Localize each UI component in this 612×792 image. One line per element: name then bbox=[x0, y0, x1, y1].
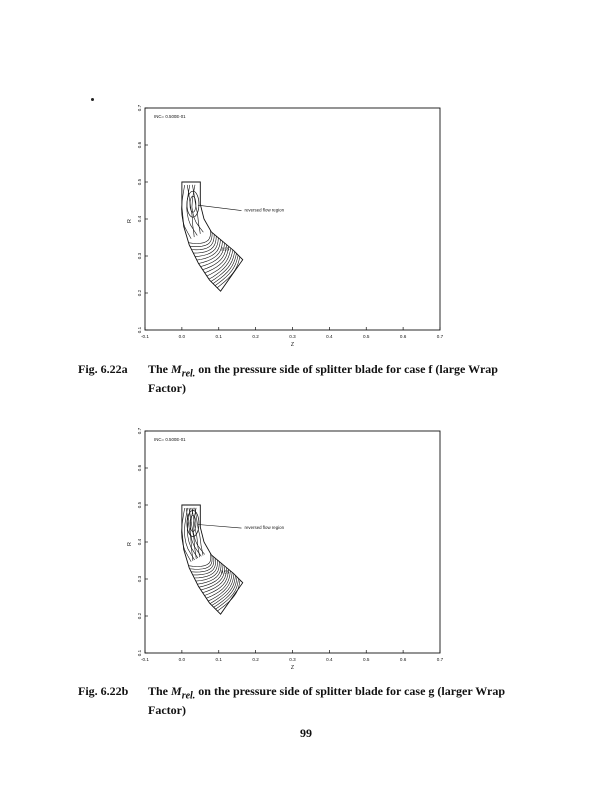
contour-lines bbox=[181, 508, 240, 611]
y-tick-label: 0.3 bbox=[137, 575, 142, 583]
y-axis-label: R bbox=[127, 219, 133, 223]
x-axis-label: Z bbox=[290, 342, 295, 348]
y-tick-label: 0.5 bbox=[137, 178, 142, 186]
x-tick-label: 0.0 bbox=[178, 657, 186, 662]
y-tick-label: 0.7 bbox=[137, 104, 142, 112]
y-tick-label: 0.2 bbox=[137, 289, 142, 297]
contour-line bbox=[192, 234, 215, 250]
x-axis-label: Z bbox=[290, 665, 295, 671]
x-tick-label: 0.7 bbox=[436, 334, 444, 339]
leader-line bbox=[198, 205, 242, 210]
y-tick-label: 0.5 bbox=[137, 501, 142, 509]
caption-label: Fig. 6.22b bbox=[78, 684, 129, 698]
x-tick-label: 0.4 bbox=[326, 334, 333, 339]
caption-6-22a bbox=[78, 362, 538, 396]
annotation-label: reversed flow region bbox=[244, 525, 285, 531]
x-tick-label: 0.5 bbox=[363, 334, 370, 339]
page-number: 99 bbox=[300, 726, 312, 740]
y-tick-label: 0.6 bbox=[137, 464, 142, 472]
contour-line bbox=[189, 230, 211, 243]
x-tick-label: 0.2 bbox=[252, 334, 259, 339]
x-tick-label: 0.1 bbox=[215, 657, 222, 662]
y-tick-label: 0.3 bbox=[137, 252, 142, 260]
inc-annotation: INC= 0.500E-01 bbox=[154, 114, 186, 119]
x-tick-label: 0.1 bbox=[215, 334, 222, 339]
plot-frame bbox=[145, 108, 440, 330]
x-tick-label: 0.6 bbox=[399, 657, 407, 662]
contour-line bbox=[193, 236, 216, 253]
caption-text: The $M_{rel.}$ on the pressure side of splitter blade for case f (large Wrap Factor) bbox=[148, 362, 498, 396]
x-tick-label: 0.4 bbox=[326, 657, 333, 662]
annotation-label: reversed flow region bbox=[244, 207, 285, 213]
reversed-flow-contour bbox=[190, 196, 196, 212]
leader-line bbox=[198, 525, 242, 529]
x-tick-label: 0.5 bbox=[363, 657, 370, 662]
y-tick-label: 0.7 bbox=[137, 427, 142, 435]
x-tick-label: -0.1 bbox=[141, 334, 149, 339]
x-tick-label: 0.3 bbox=[289, 334, 296, 339]
contour-value-label: 0.55 bbox=[220, 569, 230, 575]
y-tick-label: 0.2 bbox=[137, 612, 142, 620]
contour-plot-6-22b bbox=[0, 418, 612, 683]
contour-value-label: 0.55 bbox=[220, 246, 230, 252]
x-tick-label: 0.3 bbox=[289, 657, 296, 662]
y-tick-label: 0.4 bbox=[137, 538, 142, 546]
y-axis-label: R bbox=[127, 542, 133, 546]
caption-text: The $M_{rel.}$ on the pressure side of splitter blade for case g (larger Wrap Factor) bbox=[148, 684, 506, 718]
y-tick-label: 0.1 bbox=[137, 649, 142, 657]
caption-6-22b bbox=[78, 684, 538, 718]
caption-label: Fig. 6.22a bbox=[78, 362, 128, 376]
x-tick-label: 0.7 bbox=[436, 657, 444, 662]
x-tick-label: -0.1 bbox=[141, 657, 149, 662]
x-tick-label: 0.0 bbox=[178, 334, 186, 339]
x-tick-label: 0.6 bbox=[399, 334, 407, 339]
contour-plot-6-22a bbox=[0, 95, 612, 360]
y-tick-label: 0.4 bbox=[137, 215, 142, 223]
x-tick-label: 0.2 bbox=[252, 657, 259, 662]
inc-annotation: INC= 0.500E-01 bbox=[154, 437, 186, 442]
y-tick-label: 0.1 bbox=[137, 326, 142, 334]
y-tick-label: 0.6 bbox=[137, 141, 142, 149]
